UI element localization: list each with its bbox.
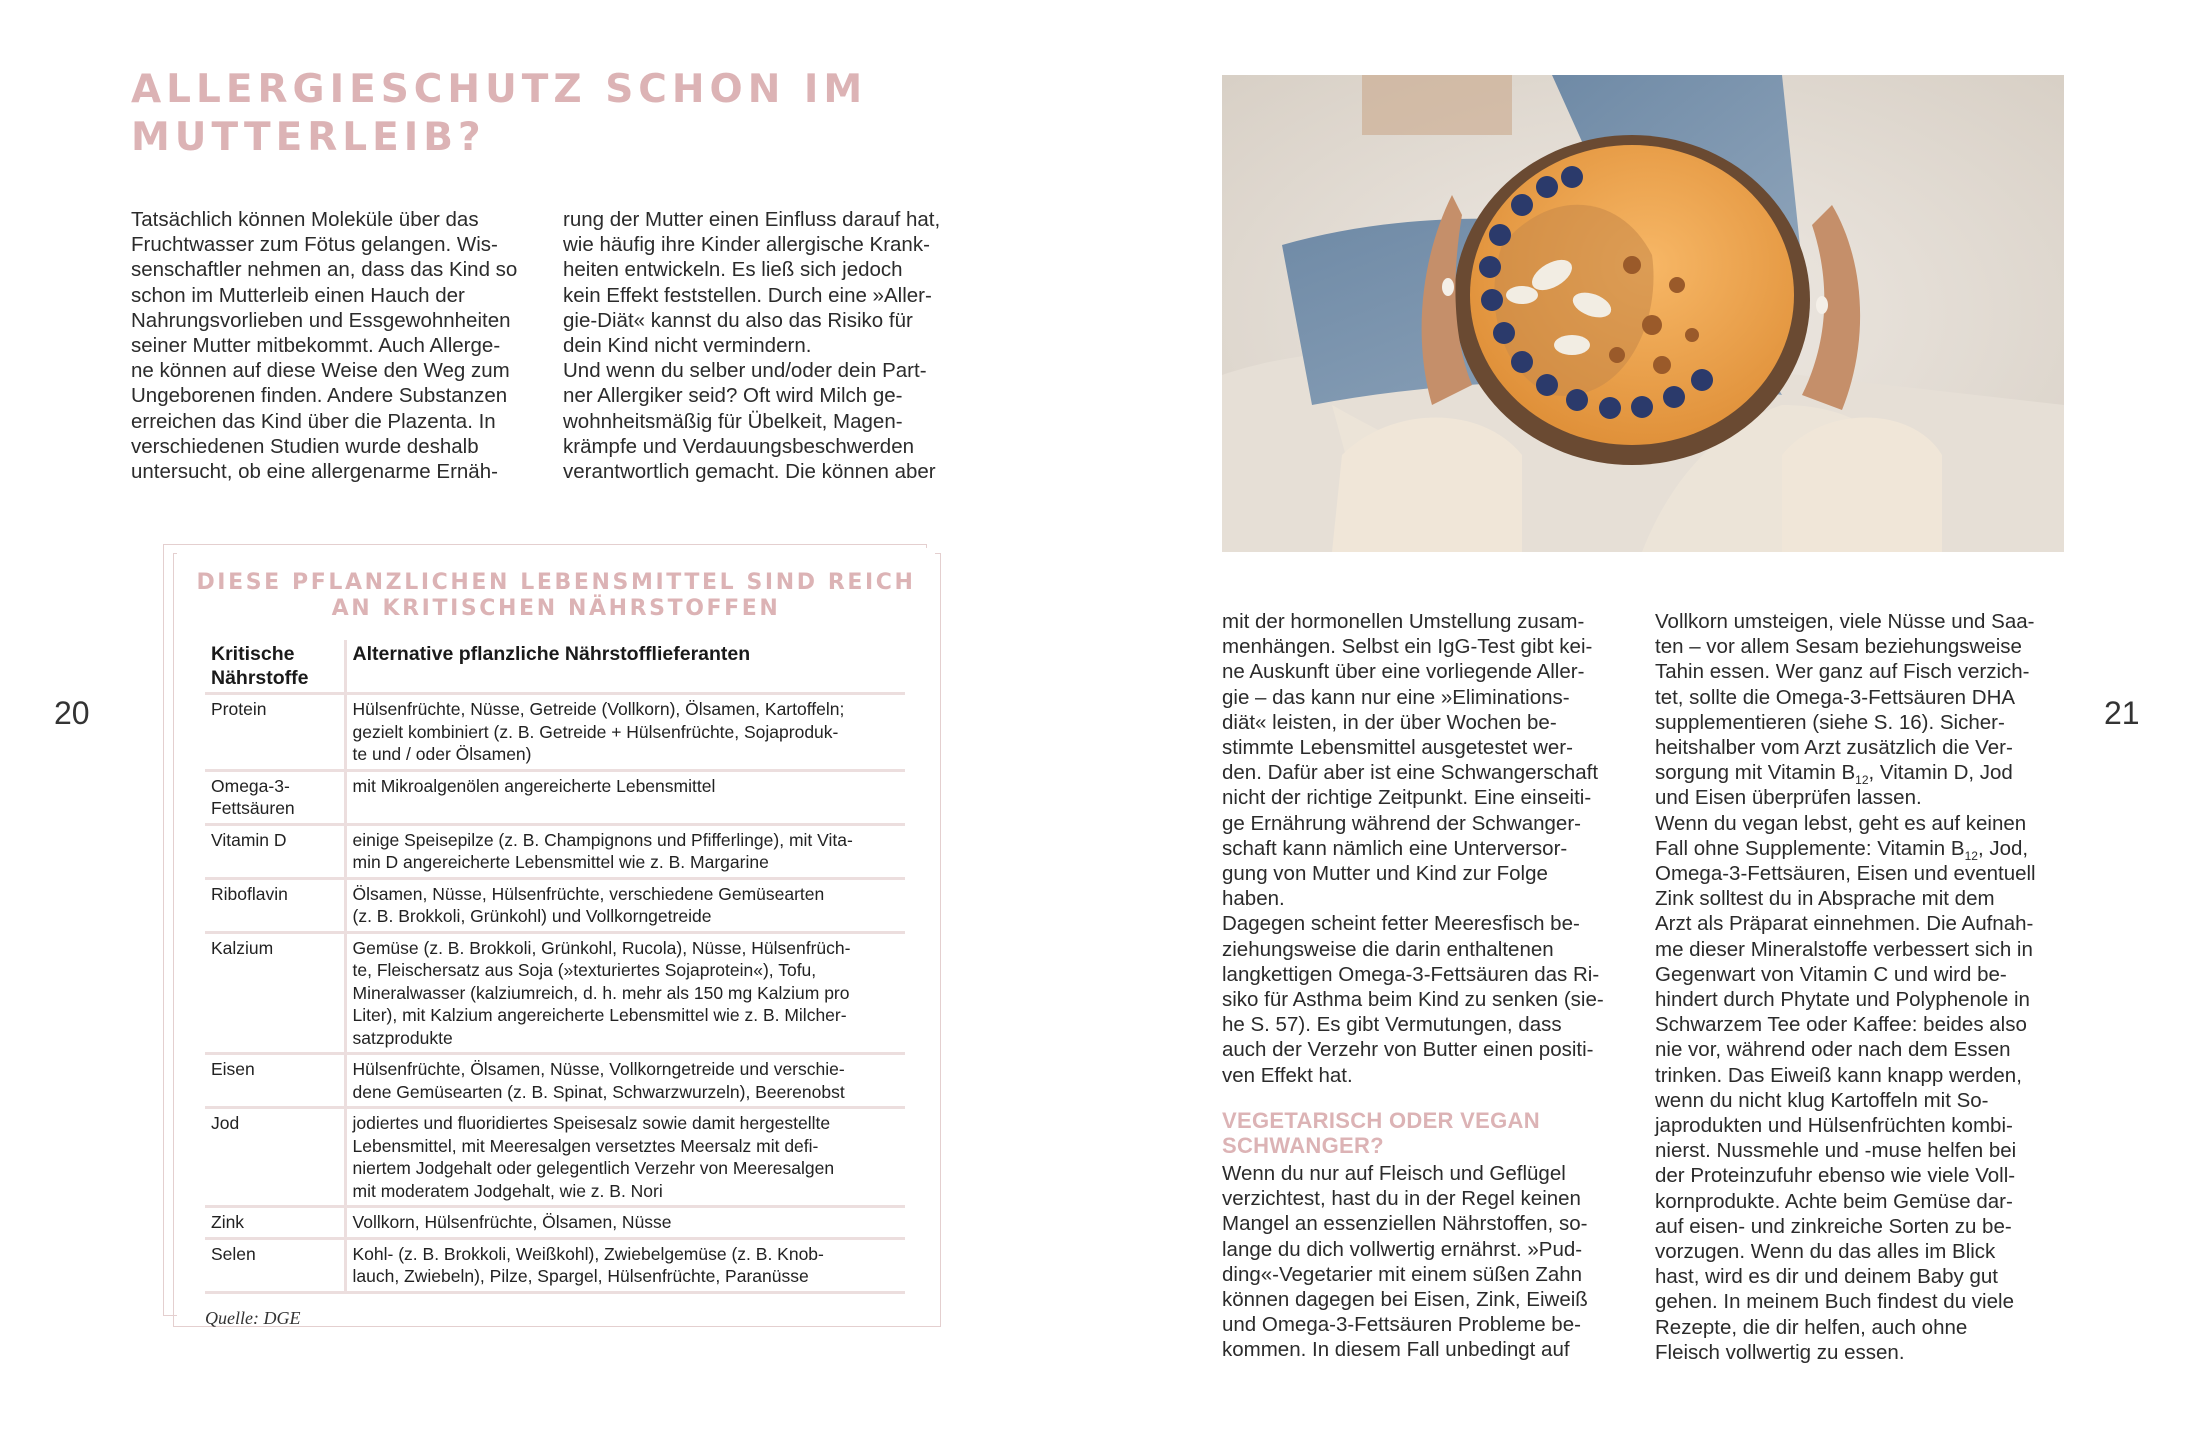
sources-cell: Gemüse (z. B. Brokkoli, Grünkohl, Rucola), Nüsse, Hülsenfrüch- te, Fleischersatz aus Soja (»texturiertes Sojaprotein«), Tofu, Mineralwasser (kalziumreich, d. h. mehr als 150 mg Kalzium pro Liter), mit Kalzium angereicherte Lebensmittel wie z. B. Milcher- satzprodukte: [345, 932, 905, 1054]
text-column-3: mit der hormonellen Umstellung zusam- menhängen. Selbst ein IgG-Test gibt kei- ne Auskunft über eine vorliegende Aller- gie – das kann nur eine »Eliminations- diät« leisten, in der über Wochen be- stimmte Lebensmittel ausgetestet wer- den. Dafür aber ist eine Schwangerschaft nicht der richtige Zeitpunkt. Eine einseiti- ge Ernährung während der Schwanger- schaft kann nämlich eine Unterversor- gung von Mutter und Kind zur Folge haben. Dagegen scheint fetter Meeresfisch be- ziehungsweise die darin enthaltenen langkettigen Omega-3-Fettsäuren das Ri- siko für Asthma beim Kind zu senken (sie- he S. 57). Es gibt Vermutungen, dass auch der Verzehr von Butter einen positi- ven Effekt hat.: [1222, 610, 1604, 1087]
sources-cell: Vollkorn, Hülsenfrüchte, Ölsamen, Nüsse: [345, 1207, 905, 1239]
sources-cell: Kohl- (z. B. Brokkoli, Weißkohl), Zwiebelgemüse (z. B. Knob- lauch, Zwiebeln), Pilze, Spargel, Hülsenfrüchte, Paranüsse: [345, 1238, 905, 1292]
text-column-2: rung der Mutter einen Einfluss darauf hat, wie häufig ihre Kinder allergische Krank- heiten entwickeln. Es ließ sich jedoch kein Effekt feststellen. Durch eine »Aller- gie-Diät« kannst du also das Risiko für dein Kind nicht vermindern. Und wenn du selber und/oder dein Part- ner Allergiker seid? Oft wird Milch ge- wohnheitsmäßig für Übelkeit, Magen- krämpfe und Verdauungsbeschwerden verantwortlich gemacht. Die können aber: [563, 208, 941, 484]
col4-part2: , Vitamin D, Jod und Eisen überprüfen lassen. Wenn du vegan lebst, geht es auf keinen Fall ohne Supplemente: Vitamin B: [1655, 761, 2027, 860]
sources-cell: einige Speisepilze (z. B. Champignons und Pfifferlinge), mit Vita- min D angereicherte Lebensmittel wie z. B. Margarine: [345, 824, 905, 878]
page-heading: ALLERGIESCHUTZ SCHON IM MUTTERLEIB?: [131, 67, 868, 160]
sources-cell: mit Mikroalgenölen angereicherte Lebensmittel: [345, 770, 905, 824]
nutrient-cell: Vitamin D: [205, 824, 345, 878]
table-row: [205, 770, 905, 824]
subheading-vegan: VEGETARISCH ODER VEGAN SCHWANGER?: [1222, 1108, 1540, 1158]
nutrient-cell: Omega-3- Fettsäuren: [205, 770, 345, 824]
sources-cell: Ölsamen, Nüsse, Hülsenfrüchte, verschiedene Gemüsearten (z. B. Brokkoli, Grünkohl) und Vollkorngetreide: [345, 878, 905, 932]
source-note: Quelle: DGE: [205, 1308, 301, 1328]
nutrient-cell: Selen: [205, 1238, 345, 1292]
sources-cell: Hülsenfrüchte, Nüsse, Getreide (Vollkorn), Ölsamen, Kartoffeln; gezielt kombiniert (z. B. Getreide + Hülsenfrüchte, Sojaproduk- te und / oder Ölsamen): [345, 694, 905, 771]
text-column-1: Tatsächlich können Moleküle über das Fruchtwasser zum Fötus gelangen. Wis- senschaftler nehmen an, dass das Kind so schon im Mutterleib einen Hauch der Nahrungsvorlieben und Essgewohnheiten seiner Mutter mitbekommt. Auch Allerge- ne können auf diese Weise den Weg zum Ungeborenen finden. Andere Substanzen erreichen das Kind über die Plazenta. In verschiedenen Studien wurde deshalb untersucht, ob eine allergenarme Ernäh-: [131, 208, 518, 484]
sources-cell: Hülsenfrüchte, Ölsamen, Nüsse, Vollkorngetreide und verschie- dene Gemüsearten (z. B. Spinat, Schwarzwurzeln), Beerenobst: [345, 1054, 905, 1108]
nutrient-cell: Kalzium: [205, 932, 345, 1054]
col4-part1: Vollkorn umsteigen, viele Nüsse und Saa- ten – vor allem Sesam beziehungsweise Tahin essen. Wer ganz auf Fisch verzich- tet, sollte die Omega-3-Fettsäuren DHA supplementieren (siehe S. 16). Sicher- heitshalber vom Arzt zusätzlich die Ver- sorgung mit Vitamin B: [1655, 610, 2035, 785]
table-row: [205, 1238, 905, 1292]
text-column-4: [1655, 609, 2095, 1365]
header-nutrient: Kritische Nährstoffe: [205, 640, 345, 694]
table-row: [205, 824, 905, 878]
table-header-row: [205, 640, 905, 694]
nutrient-info-box: [177, 548, 935, 1328]
smoothie-bowl-photo: [1222, 75, 2064, 552]
nutrient-cell: Riboflavin: [205, 878, 345, 932]
b12-sub-1: 12: [1855, 773, 1869, 788]
table-row: [205, 1108, 905, 1207]
sources-cell: jodiertes und fluoridiertes Speisesalz sowie damit hergestellte Lebensmittel, mit Meeresalgen versetztes Meersalz mit defi- niertem Jodgehalt oder gelegentlich Verzehr von Meeresalgen mit moderatem Jodgehalt, wie z. B. Nori: [345, 1108, 905, 1207]
box-title: DIESE PFLANZLICHEN LEBENSMITTEL SIND REICH AN KRITISCHEN NÄHRSTOFFEN: [196, 570, 916, 621]
page-number-left: 20: [54, 695, 90, 731]
b12-sub-2: 12: [1964, 848, 1978, 863]
header-sources: Alternative pflanzliche Nährstofflieferanten: [352, 643, 751, 665]
nutrient-cell: Eisen: [205, 1054, 345, 1108]
table-row: [205, 1054, 905, 1108]
table-row: [205, 932, 905, 1054]
col4-part3: , Jod, Omega-3-Fettsäuren, Eisen und eventuell Zink solltest du in Absprache mit dem Arzt als Präparat einnehmen. Die Aufnah- me dieser Mineralstoffe verbessert sich in Gegenwart von Vitamin C und wird be- hindert durch Phytate und Polyphenole in Schwarzem Tee oder Kaffee: beides also nie vor, während oder nach dem Essen trinken. Das Eiweiß kann knapp werden, wenn du nicht klug Kartoffeln mit So- japrodukten und Hülsenfrüchten kombi- nierst. Nussmehle und -muse helfen bei der Proteinzufuhr ebenso wie viele Voll- kornprodukte. Achte beim Gemüse dar- auf eisen- und zinkreiche Sorten zu be- vorzugen. Wenn du das alles im Blick hast, wird es dir und deinem Baby gut gehen. In meinem Buch findest du viele Rezepte, die dir helfen, auch ohne Fleisch vollwertig zu essen.: [1655, 836, 2036, 1364]
photo-illustration: [1222, 75, 2064, 552]
nutrient-cell: Zink: [205, 1207, 345, 1239]
text-column-3b: Wenn du nur auf Fleisch und Geflügel verzichtest, hast du in der Regel keinen Mangel an essenziellen Nährstoffen, so- lange du dich vollwertig ernährst. »Pud- ding«-Vegetarier mit einem süßen Zahn können dagegen bei Eisen, Zink, Eiweiß und Omega-3-Fettsäuren Probleme be- kommen. In diesem Fall unbedingt auf: [1222, 1162, 1588, 1362]
table-row: [205, 694, 905, 771]
nutrient-cell: Jod: [205, 1108, 345, 1207]
table-row: [205, 878, 905, 932]
table-row: [205, 1207, 905, 1239]
nutrient-table: [205, 640, 905, 1294]
page-number-right: 21: [2104, 695, 2140, 731]
nutrient-cell: Protein: [205, 694, 345, 771]
